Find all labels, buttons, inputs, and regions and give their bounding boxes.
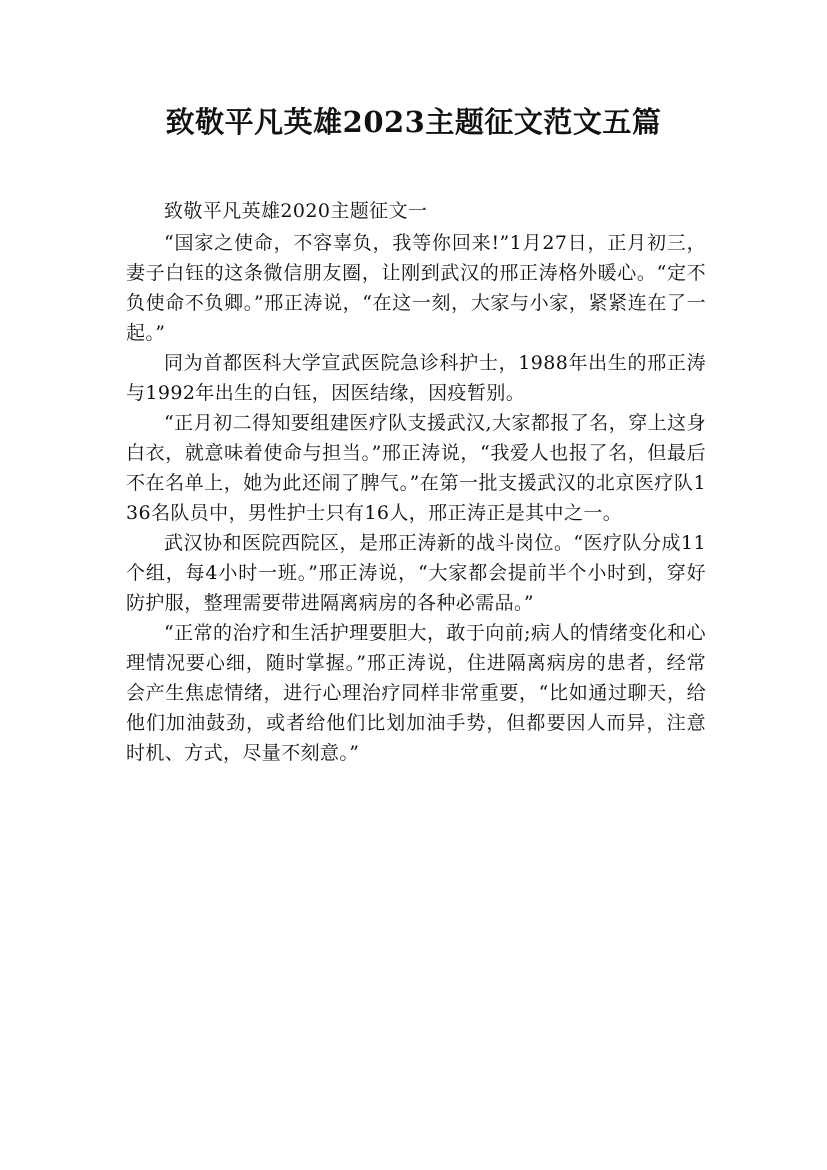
paragraph: “正常的治疗和生活护理要胆大，敢于向前;病人的情绪变化和心理情况要心细，随时掌握。”邢正涛说，住进隔离病房的患者，经常会产生焦虑情绪，进行心理治疗同样非常重要，“比如通过聊天，给他们加油鼓劲，或者给他们比划加油手势，但都要因人而异，注意时机、方式，尽量不刻意。” (126, 622, 706, 764)
document-title: 致敬平凡英雄2023主题征文范文五篇 (165, 105, 662, 139)
paragraph: “国家之使命，不容辜负，我等你回来!”1月27日，正月初三，妻子白钰的这条微信朋友圈，让刚到武汉的邢正涛格外暖心。“定不负使命不负卿。”邢正涛说，“在这一刻，大家与小家，紧紧连在了一起。” (126, 232, 706, 344)
section-heading: 致敬平凡英雄2020主题征文一 (164, 200, 428, 222)
paragraph: 武汉协和医院西院区，是邢正涛新的战斗岗位。“医疗队分成11个组，每4小时一班。”邢正涛说，“大家都会提前半个小时到，穿好防护服，整理需要带进隔离病房的各种必需品。” (126, 532, 706, 614)
paragraph: “正月初二得知要组建医疗队支援武汉,大家都报了名，穿上这身白衣，就意味着使命与担当。”邢正涛说，“我爱人也报了名，但最后不在名单上，她为此还闹了脾气。”在第一批支援武汉的北京医疗队136名队员中，男性护士只有16人，邢正涛正是其中之一。 (126, 412, 706, 524)
paragraph: 同为首都医科大学宣武医院急诊科护士，1988年出生的邢正涛与1992年出生的白钰，因医结缘，因疫暂别。 (126, 352, 706, 404)
document-body (126, 196, 706, 768)
